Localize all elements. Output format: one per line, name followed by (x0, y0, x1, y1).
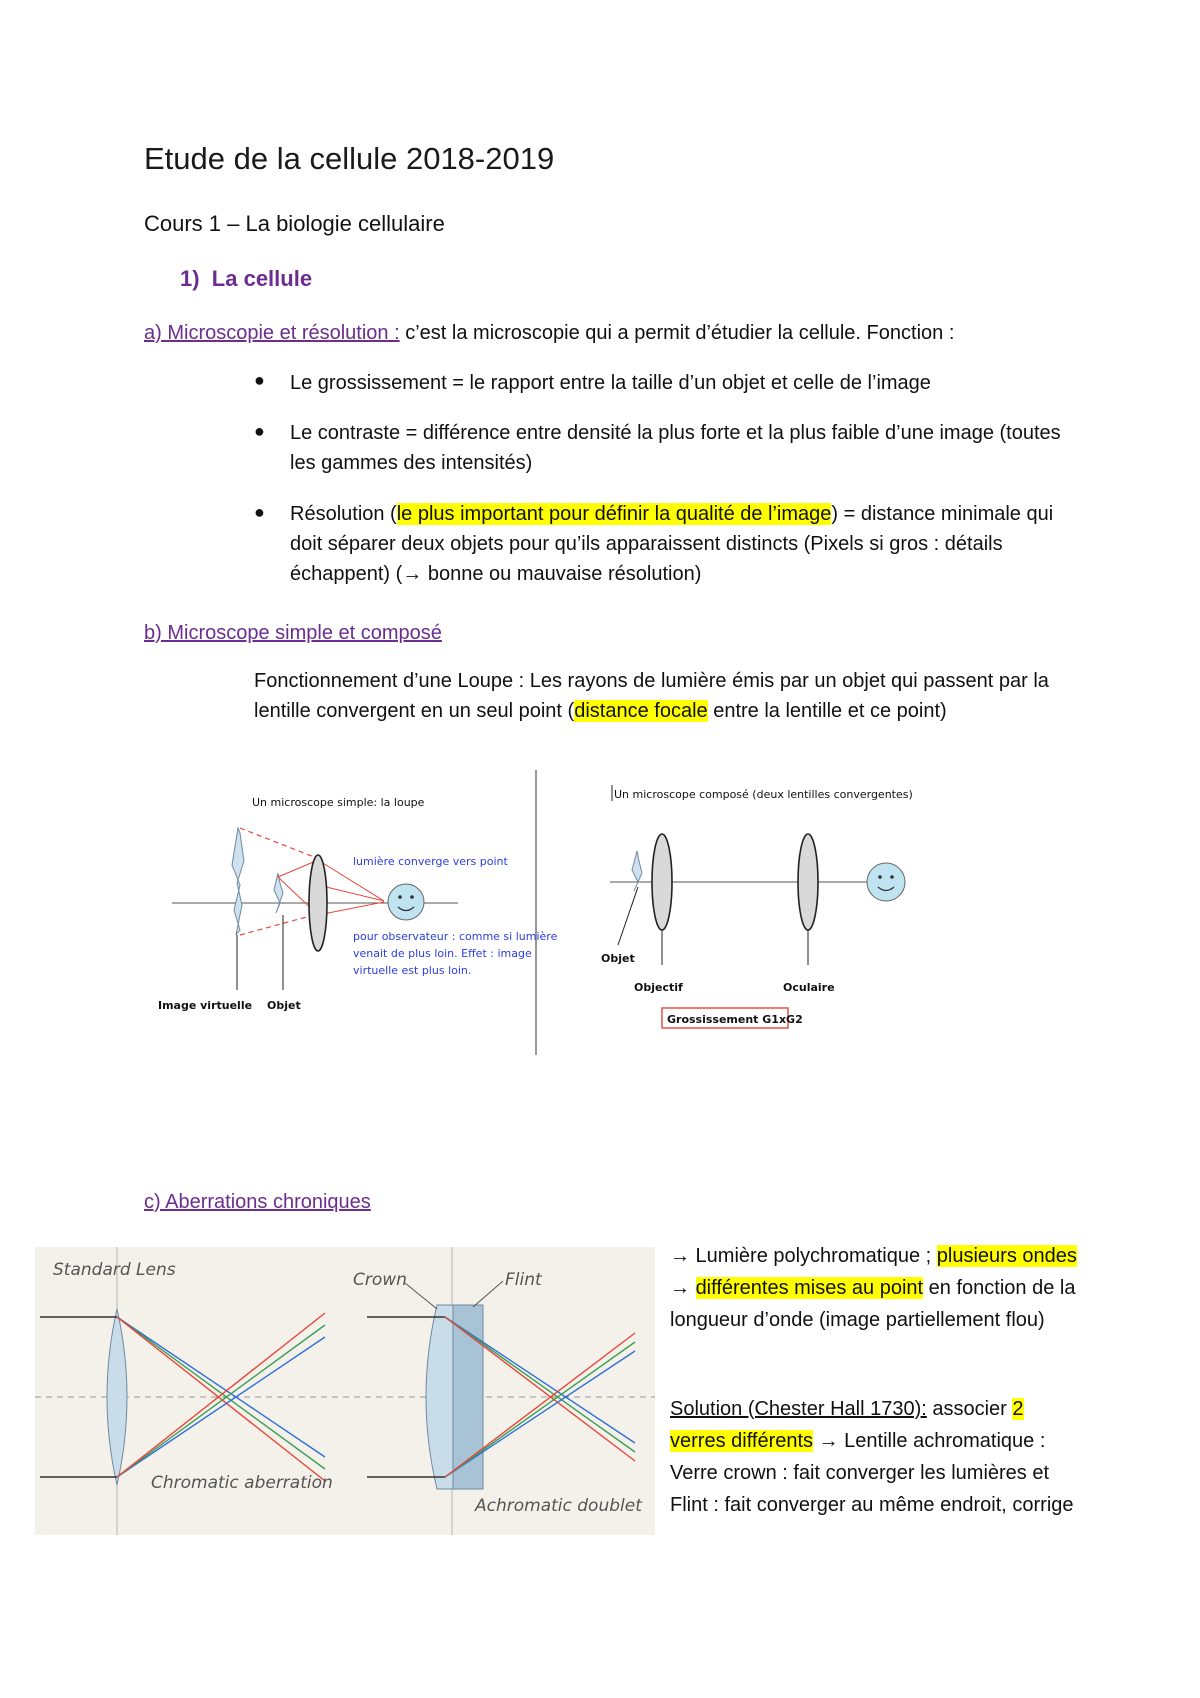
right-p2-highlight: 2 verres différents (670, 1398, 1024, 1452)
bullet-dot: ● (254, 421, 265, 441)
chromatic-aberration-label: Chromatic aberration (151, 1473, 333, 1493)
dashed-ray (240, 915, 314, 935)
observer-note-1: pour observateur : comme si lumière (353, 930, 558, 943)
objectif-label: Objectif (634, 981, 683, 994)
bullet-3 (290, 499, 1080, 589)
diagram-background (35, 1247, 655, 1535)
aberration-diagram (35, 1247, 655, 1535)
bullet-dot: ● (254, 502, 265, 522)
bullet-3-pre: Résolution ( (290, 503, 397, 525)
right-p2-a: associer (926, 1398, 1013, 1420)
section-label: La cellule (211, 266, 313, 291)
sub-b-heading: b) Microscope simple et composé (144, 622, 442, 644)
right-p1-highlight-1: plusieurs ondes (936, 1245, 1077, 1267)
right-p1-b: → (670, 1277, 696, 1299)
objectif-lens (652, 834, 672, 930)
sub-c-heading: c) Aberrations chroniques (144, 1191, 371, 1213)
solution-heading: Solution (Chester Hall 1730): (670, 1398, 927, 1420)
pointer-line (618, 887, 638, 945)
section-heading (180, 266, 312, 292)
sub-a-paragraph (144, 318, 1084, 348)
virtual-image-arrow-icon (232, 828, 244, 935)
achromatic-doublet-label: Achromatic doublet (475, 1496, 642, 1516)
observer-note-2: venait de plus loin. Effet : image (353, 947, 532, 960)
loupe-pre: Fonctionnement d’une Loupe : Les rayons de lumière émis par un objet qui passent par la lentille convergent en un seul point ( (254, 670, 1049, 722)
object-arrow-icon (632, 851, 642, 891)
bullet-3-highlight: le plus important pour définir la qualité de l’image (396, 503, 832, 525)
virtual-image-label: Image virtuelle (158, 999, 253, 1012)
compose-diagram-title: Un microscope composé (deux lentilles convergentes) (614, 788, 913, 801)
object-label: Objet (267, 999, 301, 1012)
microscope-diagrams (140, 765, 940, 1065)
right-p1-c: en fonction de la longueur d’onde (image partiellement flou) (670, 1277, 1076, 1331)
solution-paragraph (670, 1393, 1080, 1521)
bullet-2: Le contraste = différence entre densité la plus forte et la plus faible d’une image (toutes les gammes des intensités) (290, 422, 1061, 474)
observer-face-icon (388, 884, 424, 920)
page-title: Etude de la cellule 2018-2019 (144, 141, 555, 176)
aberration-explanation (670, 1240, 1080, 1336)
crown-label: Crown (353, 1270, 407, 1290)
bullet-dot: ● (254, 370, 265, 390)
sub-b-paragraph (144, 618, 442, 648)
dashed-ray (240, 828, 314, 857)
grossissement-label: Grossissement G1xG2 (667, 1013, 803, 1026)
observer-note-3: virtuelle est plus loin. (353, 964, 472, 977)
loupe-paragraph (254, 666, 1084, 726)
object-arrow-icon (274, 873, 283, 913)
sub-c-paragraph (144, 1187, 371, 1217)
standard-lens-label: Standard Lens (53, 1260, 176, 1280)
ray (318, 885, 384, 901)
right-p2-b: → Lentille achromatique : Verre crown : fait converger les lumières et Flint : fait converger au même endroit, corrige (670, 1430, 1074, 1516)
bullet-1: Le grossissement = le rapport entre la taille d’un objet et celle de l’image (290, 372, 931, 394)
section-number: 1) (180, 266, 200, 291)
compose-object-label: Objet (601, 952, 635, 965)
loupe-highlight: distance focale (574, 700, 708, 722)
converge-label: lumière converge vers point (353, 855, 508, 868)
right-p1-a: → Lumière polychromatique ; (670, 1245, 937, 1267)
right-p1-highlight-2: différentes mises au point (695, 1277, 924, 1299)
oculaire-label: Oculaire (783, 981, 835, 994)
loupe-post: entre la lentille et ce point) (707, 700, 947, 722)
simple-diagram-title: Un microscope simple: la loupe (252, 796, 425, 809)
ray (318, 902, 384, 915)
flint-label: Flint (505, 1270, 542, 1290)
observer-face-icon (867, 863, 905, 901)
sub-a-heading: a) Microscopie et résolution : (144, 322, 400, 344)
loupe-lens (309, 855, 327, 951)
course-title: Cours 1 – La biologie cellulaire (144, 211, 445, 236)
bullet-3-post: ) = distance minimale qui doit séparer deux objets pour qu’ils apparaissent distincts (Pixels si gros : détails échappent) (→ bonne ou mauvaise résolution) (290, 503, 1054, 585)
sub-a-text: c’est la microscopie qui a permit d’étudier la cellule. Fonction : (399, 322, 955, 344)
oculaire-lens (798, 834, 818, 930)
